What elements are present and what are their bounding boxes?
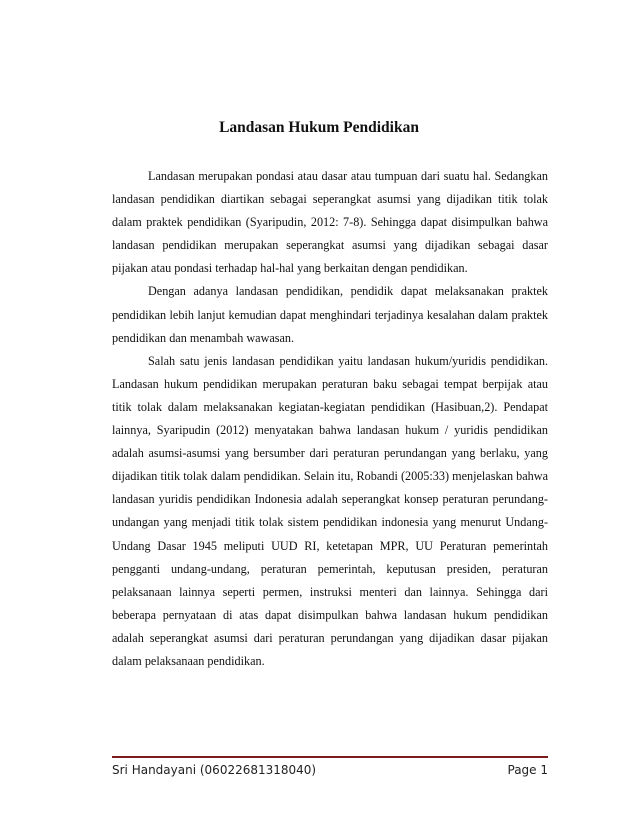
paragraph-3: Salah satu jenis landasan pendidikan yaitu landasan hukum/yuridis pendidikan. Landasan hukum pendidikan merupakan peraturan baku sebagai tempat berpijak atau titik tolak dalam melaksanakan kegiatan-kegiatan pendidikan (Hasibuan,2). Pendapat lainnya, Syaripudin (2012) menyatakan bahwa landasan hukum / yuridis pendidikan adalah asumsi-asumsi yang bersumber dari peraturan perundangan yang berlaku, yang dijadikan titik tolak dalam pendidikan. Selain itu, Robandi (2005:33) menjelaskan bahwa landasan yuridis pendidikan Indonesia adalah seperangkat konsep peraturan perundang-undangan yang menjadi titik tolak sistem pendidikan indonesia yang menurut Undang-Undang Dasar 1945 meliputi UUD RI, ketetapan MPR, UU Peraturan pemerintah pengganti undang-undang, peraturan pemerintah, keputusan presiden, peraturan pelaksanaan lainnya seperti permen, instruksi menteri dan lainnya. Sehingga dari beberapa pernyataan di atas dapat disimpulkan bahwa landasan hukum pendidikan adalah seperangkat asumsi dari peraturan perundangan yang dijadikan dasar pijakan dalam pelaksanaan pendidikan. [112, 353, 548, 668]
footer-divider [112, 756, 548, 758]
page-title: Landasan Hukum Pendidikan [219, 119, 419, 136]
footer-author: Sri Handayani (06022681318040) [112, 763, 317, 777]
paragraph-1: Landasan merupakan pondasi atau dasar atau tumpuan dari suatu hal. Sedangkan landasan pendidikan diartikan sebagai seperangkat asumsi yang dijadikan titik tolak dalam praktek pendidikan (Syaripudin, 2012: 7-8). Sehingga dapat disimpulkan bahwa landasan pendidikan merupakan seperangkat asumsi yang dijadikan sebagai dasar pijakan atau pondasi terhadap hal-hal yang berkaitan dengan pendidikan. [112, 169, 548, 276]
paragraph-2: Dengan adanya landasan pendidikan, pendidik dapat melaksanakan praktek pendidikan lebih lanjut kemudian dapat menghindari terjadinya kesalahan dalam praktek pendidikan dan menambah wawasan. [112, 284, 548, 345]
page-footer [112, 762, 548, 778]
document-body [112, 165, 548, 673]
footer-page-number: Page 1 [507, 763, 548, 777]
